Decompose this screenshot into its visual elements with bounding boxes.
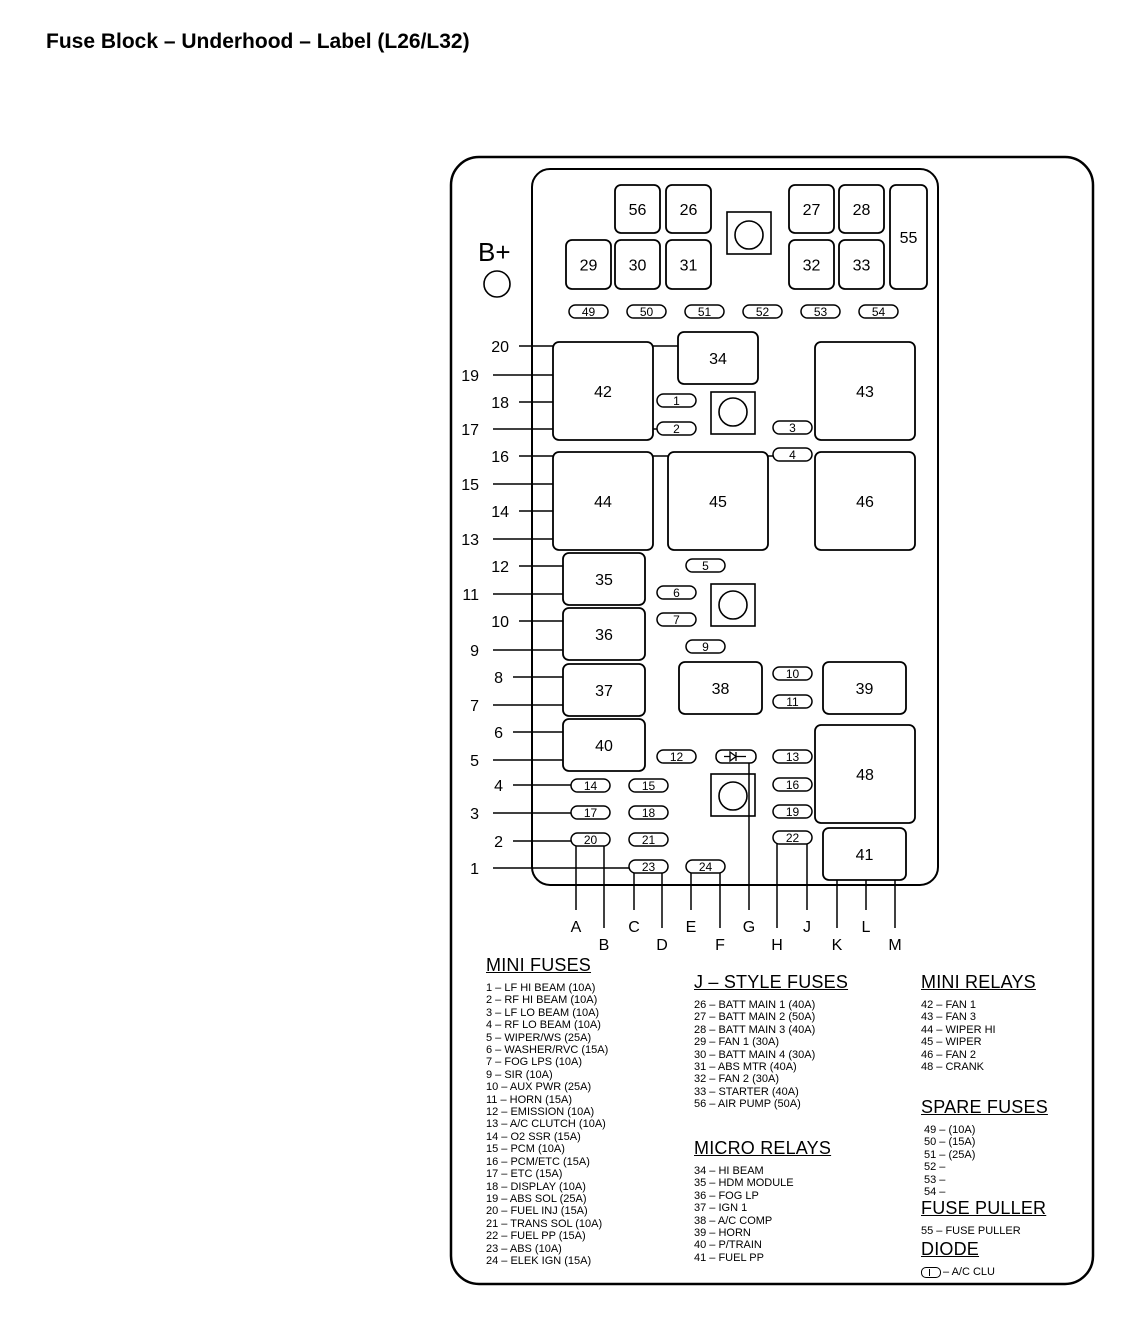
page-title: Fuse Block – Underhood – Label (L26/L32) [46, 30, 470, 53]
legend-item: 17 – ETC (15A) [486, 1168, 563, 1181]
block-label: 36 [595, 627, 613, 644]
legend-item: 28 – BATT MAIN 3 (40A) [694, 1023, 816, 1036]
fuse-label: 51 [697, 305, 712, 319]
fuse-label: 54 [871, 305, 886, 319]
pin-letter-F: F [715, 937, 725, 954]
pin-number-12: 12 [491, 559, 509, 576]
fuse-49 [569, 305, 608, 319]
list-fuse-puller [921, 1225, 1046, 1237]
legend-item: 56 – AIR PUMP (50A) [694, 1098, 801, 1111]
pin-number-7: 7 [470, 698, 479, 715]
legend-title-spare-fuses: SPARE FUSES [921, 1097, 1048, 1117]
pin-number-8: 8 [494, 670, 503, 687]
fuse-2 [657, 422, 696, 436]
legend-item: 19 – ABS SOL (25A) [486, 1192, 587, 1205]
pin-letter-B: B [598, 937, 610, 954]
fuse-label: 5 [702, 559, 709, 573]
block-46 [815, 452, 915, 550]
legend-item: 22 – FUEL PP (15A) [486, 1230, 586, 1243]
legend-title-micro-relays: MICRO RELAYS [694, 1138, 832, 1158]
fuse-label: 7 [673, 613, 680, 627]
legend-item: 35 – HDM MODULE [694, 1177, 794, 1190]
block-label: 29 [579, 257, 598, 275]
block-31 [666, 240, 711, 289]
fuse-label: 52 [755, 305, 770, 319]
legend-item: 20 – FUEL INJ (15A) [486, 1205, 588, 1218]
pin-number-9: 9 [470, 643, 479, 660]
block-label: 43 [856, 384, 874, 401]
fuse-label: 11 [786, 695, 799, 709]
legend-item: 46 – FAN 2 [921, 1048, 977, 1061]
legend-item: 12 – EMISSION (10A) [486, 1106, 595, 1119]
legend-item: 15 – PCM (10A) [486, 1143, 565, 1156]
pin-letter-C: C [628, 919, 640, 936]
block-48 [815, 725, 915, 823]
pin-letter-J: J [803, 919, 811, 936]
fuse-label: 9 [702, 640, 709, 654]
block-label: 28 [852, 202, 871, 219]
pin-number-2: 2 [494, 834, 503, 851]
legend-item: 54 – [924, 1186, 946, 1199]
fuse-label: 18 [641, 806, 656, 820]
legend-mini-fuses [486, 955, 608, 1267]
legend-item: 34 – HI BEAM [694, 1165, 764, 1177]
block-45 [668, 452, 768, 550]
block-27 [789, 185, 834, 233]
block-42 [553, 342, 653, 440]
legend-item: 4 – RF LO BEAM (10A) [486, 1019, 601, 1032]
legend-item: 26 – BATT MAIN 1 (40A) [694, 999, 816, 1011]
legend-item: 50 – (15A) [924, 1136, 976, 1149]
fuse-16 [773, 778, 812, 792]
pin-letter-H: H [771, 937, 783, 954]
block-label: 45 [709, 494, 727, 511]
legend-item [921, 1266, 995, 1278]
legend-item: 40 – P/TRAIN [694, 1239, 762, 1252]
legend-item: 14 – O2 SSR (15A) [486, 1130, 581, 1143]
fuse-label: 24 [698, 860, 713, 874]
legend-item: 39 – HORN [694, 1227, 751, 1240]
legend-item: 36 – FOG LP [694, 1189, 759, 1202]
fuse-9 [686, 640, 725, 654]
block-44 [553, 452, 653, 550]
fuse-1 [657, 394, 696, 408]
block-36 [563, 608, 645, 660]
fuse-14 [571, 779, 610, 793]
legend-item: 21 – TRANS SOL (10A) [486, 1217, 603, 1230]
block-34 [678, 332, 758, 384]
pin-letter-D: D [656, 937, 668, 954]
fuse-label: 13 [785, 750, 800, 764]
pin-number-18: 18 [491, 395, 509, 412]
legend-title-mini-fuses: MINI FUSES [486, 955, 592, 975]
block-label: 39 [855, 681, 874, 698]
legend-item: 9 – SIR (10A) [486, 1068, 553, 1081]
fuse-label: 19 [785, 805, 800, 819]
legend-item: 5 – WIPER/WS (25A) [486, 1031, 592, 1044]
legend-item: 38 – A/C COMP [694, 1214, 773, 1227]
legend-item: 51 – (25A) [924, 1148, 976, 1161]
pin-letter-M: M [888, 937, 902, 954]
block-label: 32 [802, 257, 821, 275]
pin-number-1: 1 [470, 861, 479, 878]
pin-number-4: 4 [494, 778, 503, 795]
fuse-label: 20 [583, 833, 598, 847]
legend-item: 1 – LF HI BEAM (10A) [486, 982, 596, 994]
fuse-18 [629, 806, 668, 820]
fuse-label: 50 [639, 305, 654, 319]
diode-icon [921, 1267, 941, 1278]
fuse-label: 3 [789, 421, 796, 435]
b-plus-label: B+ [478, 237, 511, 267]
block-35 [563, 553, 645, 605]
legend-item: 30 – BATT MAIN 4 (30A) [694, 1048, 816, 1061]
pin-letter-G: G [742, 919, 756, 936]
legend-item: 44 – WIPER HI [921, 1023, 996, 1036]
legend-item: 11 – HORN (15A) [486, 1093, 572, 1106]
legend-spare-fuses [921, 1097, 1048, 1198]
block-39 [823, 662, 906, 714]
fuse-label: 4 [789, 448, 796, 462]
diode-item-text: – A/C CLU [943, 1266, 995, 1278]
legend-item: 27 – BATT MAIN 2 (50A) [694, 1011, 816, 1024]
pin-number-6: 6 [494, 725, 503, 742]
legend-item: 53 – [924, 1173, 946, 1186]
block-40 [563, 719, 645, 771]
pin-number-10: 10 [491, 614, 509, 631]
legend-item: 2 – RF HI BEAM (10A) [486, 994, 598, 1007]
fuse-11 [773, 695, 812, 709]
block-29 [566, 240, 611, 289]
fuse-label: 12 [669, 750, 684, 764]
list-diode [921, 1266, 995, 1278]
fuse-5 [686, 559, 725, 573]
legend-j-style-fuses [694, 972, 848, 1111]
list-j-style-fuses [694, 999, 848, 1111]
pin-letter-A: A [570, 919, 582, 936]
block-label: 33 [852, 257, 871, 275]
list-spare-fuses [924, 1124, 1048, 1198]
fuse-7 [657, 613, 696, 627]
block-37 [563, 664, 645, 716]
legend-mini-relays [921, 972, 1036, 1073]
legend-item: 37 – IGN 1 [694, 1202, 748, 1215]
legend-title-fuse-puller: FUSE PULLER [921, 1198, 1047, 1218]
fuse-23 [629, 860, 668, 874]
legend-item: 33 – STARTER (40A) [694, 1085, 799, 1098]
block-label: 31 [679, 257, 698, 275]
block-label: 27 [802, 202, 821, 219]
list-mini-relays [921, 999, 1036, 1073]
block-43 [815, 342, 915, 440]
legend-item: 10 – AUX PWR (25A) [486, 1081, 592, 1094]
fuse-label: 16 [785, 778, 800, 792]
pin-letter-K: K [831, 937, 843, 954]
fuse-50 [627, 305, 666, 319]
block-label: 37 [595, 683, 613, 700]
block-55 [890, 185, 927, 289]
pin-number-11: 11 [462, 587, 479, 604]
fuse-label: 22 [785, 831, 800, 845]
block-label: 26 [679, 202, 698, 219]
fuse-19 [773, 805, 812, 819]
block-26 [666, 185, 711, 233]
pin-number-16: 16 [491, 449, 509, 466]
block-33 [839, 240, 884, 289]
legend-item: 49 – (10A) [924, 1124, 976, 1136]
fuse-label: 14 [583, 779, 598, 793]
fuse-22 [773, 831, 812, 845]
fuse-label: 2 [673, 422, 680, 436]
legend-item: 48 – CRANK [921, 1061, 984, 1074]
pin-number-3: 3 [470, 806, 479, 823]
legend-item: 6 – WASHER/RVC (15A) [486, 1044, 609, 1057]
block-label: 35 [595, 572, 613, 589]
fuse-13 [773, 750, 812, 764]
legend-item: 43 – FAN 3 [921, 1011, 977, 1024]
fuse-20 [571, 833, 610, 847]
fuse-label: 17 [583, 806, 598, 820]
block-38 [679, 662, 762, 714]
block-56 [615, 185, 660, 233]
fuse-label: 6 [673, 586, 680, 600]
fuse-51 [685, 305, 724, 319]
legend-title-diode: DIODE [921, 1239, 980, 1259]
block-label: 48 [856, 767, 874, 784]
fuse-54 [859, 305, 898, 319]
block-label: 38 [711, 681, 730, 698]
legend-diode [921, 1239, 995, 1278]
block-label: 46 [856, 494, 874, 511]
legend-item: 13 – A/C CLUTCH (10A) [486, 1118, 606, 1131]
legend-item: 52 – [924, 1161, 946, 1174]
pin-number-19: 19 [461, 368, 479, 385]
fuse-label: 1 [673, 394, 680, 408]
legend-fuse-puller [921, 1198, 1046, 1237]
legend-item: 41 – FUEL PP [694, 1251, 764, 1264]
legend-item: 7 – FOG LPS (10A) [486, 1056, 582, 1069]
pin-number-14: 14 [491, 504, 509, 521]
block-label: 41 [855, 847, 874, 864]
list-mini-fuses [486, 982, 608, 1267]
block-label: 56 [628, 202, 647, 219]
fuse-10 [773, 667, 812, 681]
legend-title-mini-relays: MINI RELAYS [921, 972, 1036, 992]
diode-slot [716, 750, 756, 763]
legend-item: 23 – ABS (10A) [486, 1242, 562, 1255]
legend-item: 31 – ABS MTR (40A) [694, 1061, 797, 1074]
fuse-label: 10 [785, 667, 800, 681]
fuse-15 [629, 779, 668, 793]
block-28 [839, 185, 884, 233]
legend-item: 45 – WIPER [921, 1036, 982, 1049]
fuse-label: 21 [641, 833, 656, 847]
legend-item: 3 – LF LO BEAM (10A) [486, 1006, 600, 1019]
fuse-52 [743, 305, 782, 319]
legend-micro-relays [694, 1138, 831, 1264]
fuse-label: 23 [641, 860, 656, 874]
block-label: 44 [594, 494, 612, 511]
block-label: 42 [594, 384, 612, 401]
fuse-53 [801, 305, 840, 319]
pin-number-5: 5 [470, 753, 479, 770]
block-41 [823, 828, 906, 880]
list-micro-relays [694, 1165, 831, 1264]
fuse-6 [657, 586, 696, 600]
fuse-17 [571, 806, 610, 820]
legend-item: 29 – FAN 1 (30A) [694, 1036, 779, 1049]
fuse-3 [773, 421, 812, 435]
legend-title-j-style-fuses: J – STYLE FUSES [694, 972, 849, 992]
pin-number-17: 17 [461, 422, 479, 439]
legend-item: 32 – FAN 2 (30A) [694, 1073, 779, 1086]
pin-number-15: 15 [461, 477, 479, 494]
fuse-label: 53 [813, 305, 828, 319]
fuse-24 [686, 860, 725, 874]
block-label: 30 [628, 257, 647, 275]
legend-item: 16 – PCM/ETC (15A) [486, 1155, 590, 1168]
pin-letter-E: E [685, 919, 697, 936]
fuse-21 [629, 833, 668, 847]
block-label: 40 [595, 738, 613, 755]
legend-item: 24 – ELEK IGN (15A) [486, 1254, 592, 1267]
legend-item: 18 – DISPLAY (10A) [486, 1180, 586, 1193]
legend-item: 55 – FUSE PULLER [921, 1225, 1021, 1237]
pin-number-20: 20 [491, 339, 509, 356]
fuse-12 [657, 750, 696, 764]
pin-letter-L: L [861, 919, 871, 936]
fuse-label: 49 [581, 305, 596, 319]
block-label: 55 [899, 230, 918, 247]
fuse-label: 15 [641, 779, 656, 793]
block-30 [615, 240, 660, 289]
block-label: 34 [709, 351, 727, 368]
legend-item: 42 – FAN 1 [921, 999, 977, 1011]
block-32 [789, 240, 834, 289]
pin-number-13: 13 [461, 532, 479, 549]
fuse-4 [773, 448, 812, 462]
